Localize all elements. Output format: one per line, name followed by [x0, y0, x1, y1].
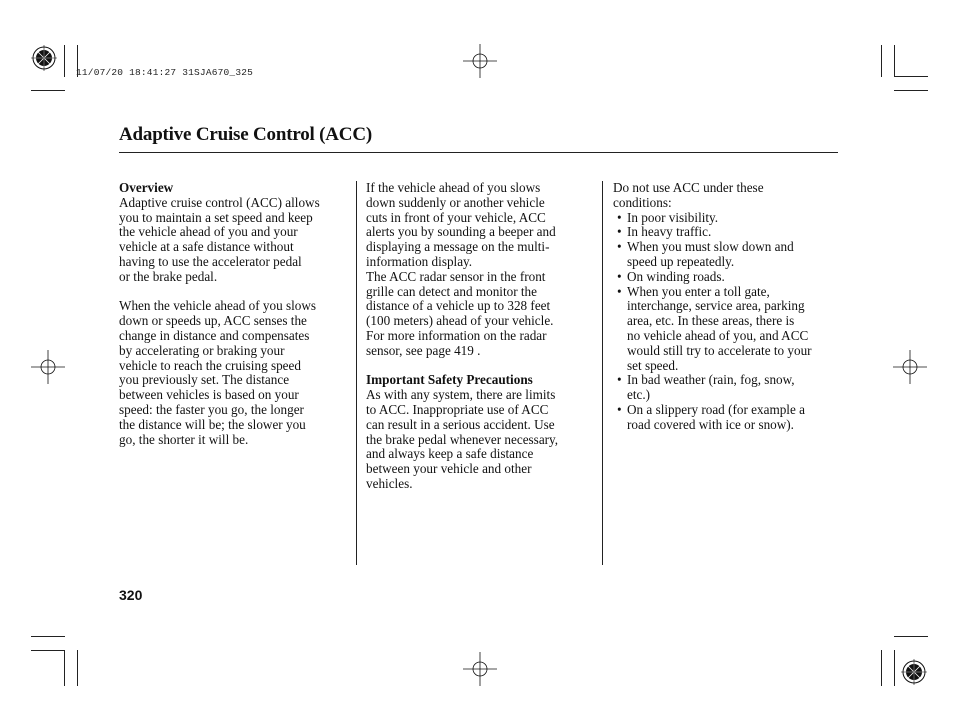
- crosshair-icon: [463, 44, 497, 78]
- crop-mark: [881, 650, 882, 686]
- paragraph: When the vehicle ahead of you slows down or speeds up, ACC senses the change in distance and compensates by accelerating or braking your vehicle to reach the cruising speed you previously set. The distance between vehicles is based on your speed: the faster you go, the longer the distance will be; the slower you go, the shorter it will be.: [119, 298, 317, 447]
- crop-mark: [894, 76, 928, 77]
- crop-mark: [31, 636, 65, 637]
- column-alerts: [366, 181, 598, 492]
- crop-mark: [881, 45, 882, 77]
- column-overview: [119, 181, 351, 447]
- crop-mark: [894, 636, 928, 637]
- registration-target-icon: [31, 45, 57, 71]
- page-number: 320: [119, 587, 143, 603]
- crop-mark: [894, 90, 928, 91]
- registration-target-icon: [901, 659, 927, 685]
- page-title: Adaptive Cruise Control (ACC): [119, 124, 372, 145]
- print-timestamp: 11/07/20 18:41:27 31SJA670_325: [76, 67, 254, 78]
- paragraph: Do not use ACC under these conditions:: [613, 180, 764, 210]
- crop-mark: [64, 45, 65, 77]
- list-item: • In poor visibility.: [613, 211, 845, 226]
- section-heading-overview: Overview: [119, 180, 174, 195]
- crop-mark: [894, 650, 895, 686]
- column-divider: [602, 181, 603, 565]
- crosshair-icon: [463, 652, 497, 686]
- crop-mark: [894, 45, 895, 77]
- conditions-list: [613, 211, 845, 433]
- paragraph: If the vehicle ahead of you slows down suddenly or another vehicle cuts in front of your vehicle, ACC alerts you by sounding a beeper and displaying a message on the multi- information display.: [366, 180, 556, 269]
- crop-mark: [31, 90, 65, 91]
- list-item: • In heavy traffic.: [613, 225, 845, 240]
- paragraph: Adaptive cruise control (ACC) allows you to maintain a set speed and keep the vehicle ahead of you and your vehicle at a safe distance without having to use the accelerator pedal or the brake pedal.: [119, 194, 320, 284]
- crop-mark: [77, 650, 78, 686]
- crosshair-icon: [31, 350, 65, 384]
- title-rule: [119, 152, 838, 153]
- section-heading-safety: Important Safety Precautions: [366, 372, 533, 388]
- list-item: • When you must slow down and speed up repeatedly.: [613, 240, 845, 270]
- list-item: • In bad weather (rain, fog, snow, etc.): [613, 373, 845, 403]
- paragraph: As with any system, there are limits to ACC. Inappropriate use of ACC can result in a serious accident. Use the brake pedal whenever necessary, and always keep a safe distance between your vehicle and other vehicles.: [366, 387, 559, 491]
- list-item: • On winding roads.: [613, 270, 845, 285]
- column-divider: [356, 181, 357, 565]
- list-item: • When you enter a toll gate, interchange, service area, parking area, etc. In these areas, there is no vehicle ahead of you, and ACC would still try to accelerate to your set speed.: [613, 285, 845, 374]
- crop-mark: [31, 650, 65, 651]
- list-item: • On a slippery road (for example a road covered with ice or snow).: [613, 403, 845, 433]
- paragraph: The ACC radar sensor in the front grille can detect and monitor the distance of a vehicle up to 328 feet (100 meters) ahead of your vehicle. For more information on the radar sensor, see page 419 .: [366, 268, 554, 358]
- crosshair-icon: [893, 350, 927, 384]
- column-conditions: [613, 181, 845, 433]
- crop-mark: [64, 650, 65, 686]
